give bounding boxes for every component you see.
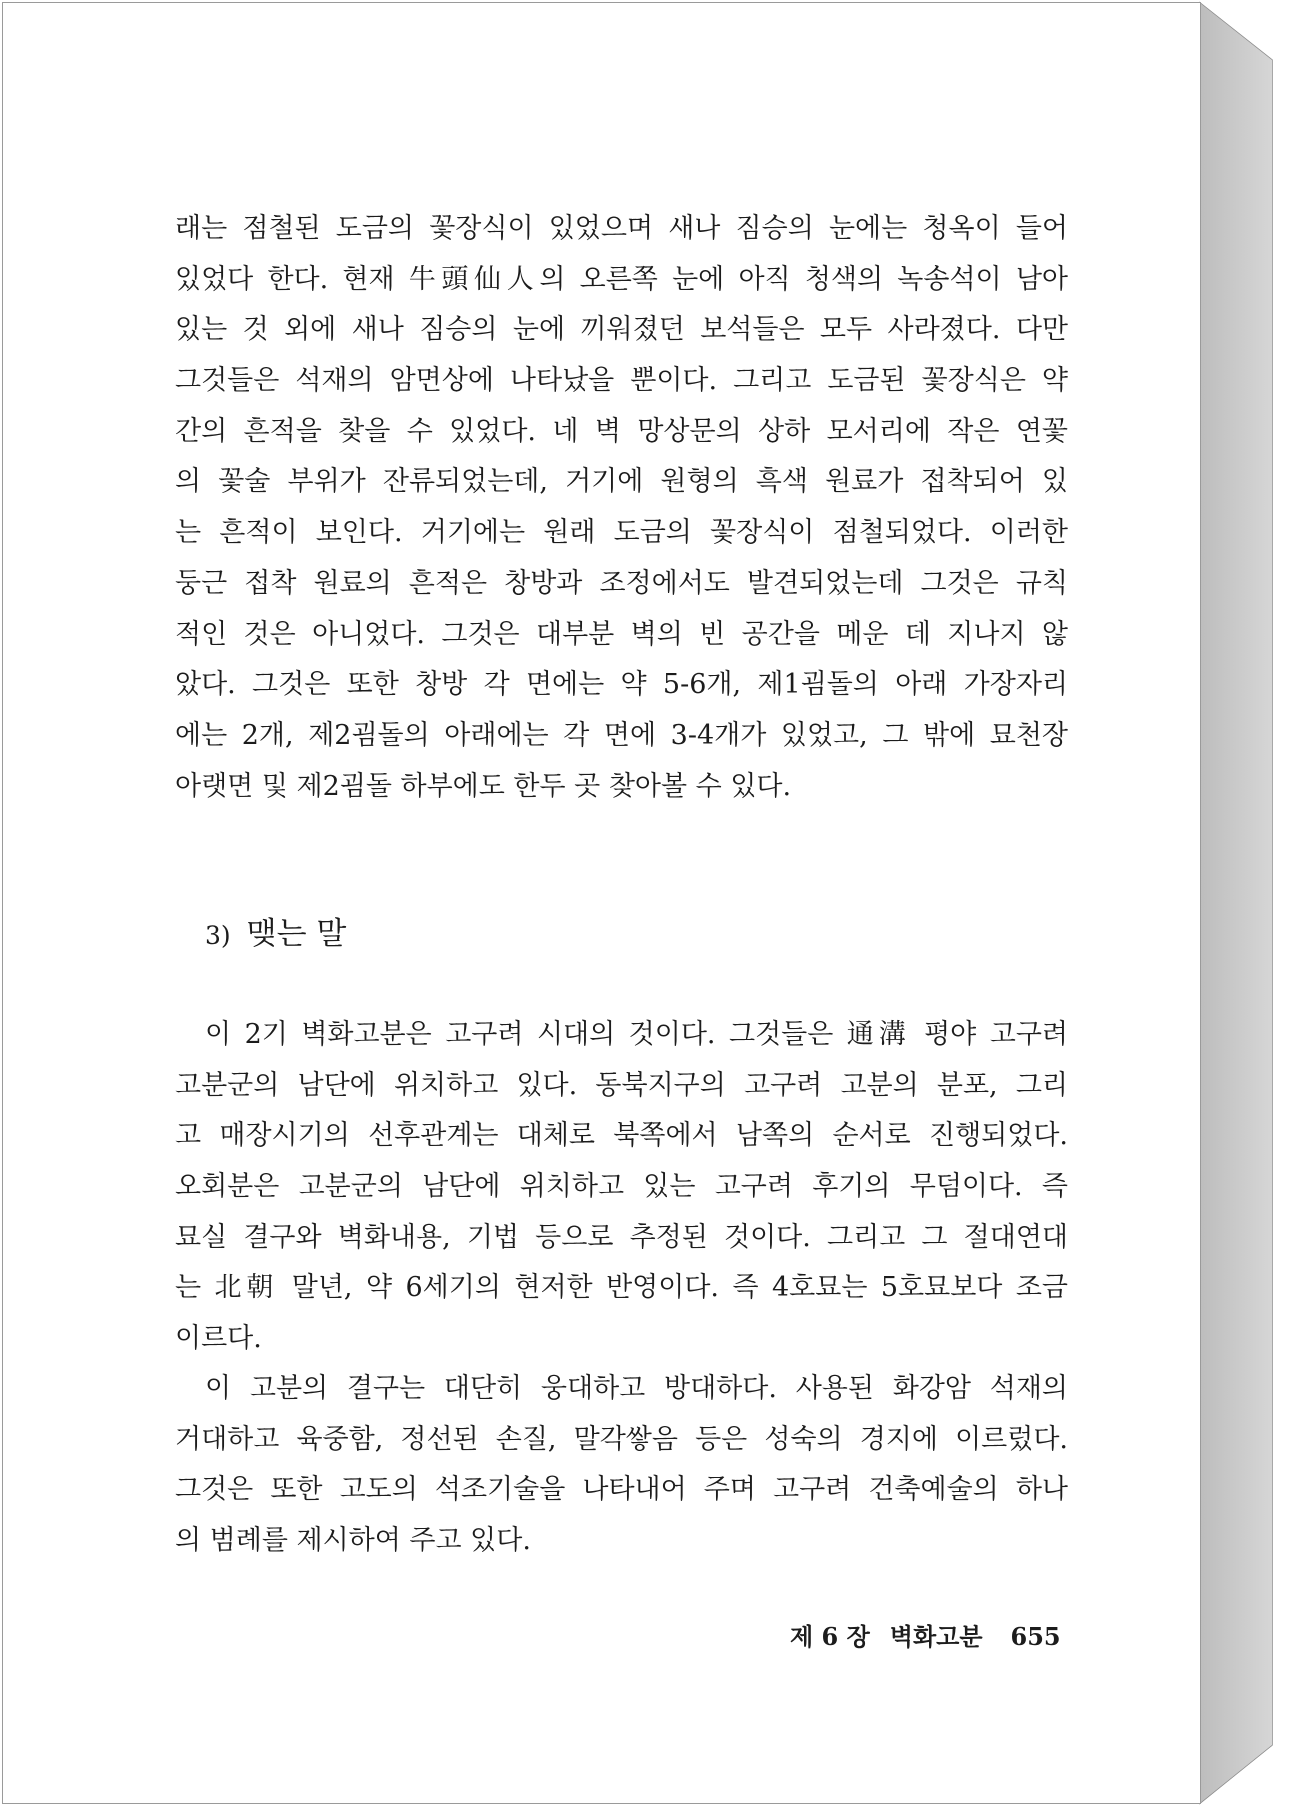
text-line: 았다. 그것은 또한 창방 각 면에는 약 5-6개, 제1굄돌의 아래 가장자리: [175, 669, 1068, 701]
text-line: 고 매장시기의 선후관계는 대체로 북쪽에서 남쪽의 순서로 진행되었다.: [175, 1120, 1068, 1152]
body-paragraph-2: [175, 1010, 1068, 1365]
section-title: 맺는 말: [246, 916, 347, 952]
page-footer: [790, 1617, 1061, 1657]
text-line: 고분군의 남단에 위치하고 있다. 동북지구의 고구려 고분의 분포, 그리: [175, 1069, 1068, 1101]
text-line: 적인 것은 아니었다. 그것은 대부분 벽의 빈 공간을 메운 데 지나지 않: [175, 618, 1068, 650]
text-line: 이르다.: [175, 1323, 262, 1355]
text-line: 에는 2개, 제2굄돌의 아래에는 각 면에 3-4개가 있었고, 그 밖에 묘천장: [175, 719, 1069, 751]
page-number: 655: [1010, 1622, 1061, 1651]
body-paragraph-3: [175, 1364, 1068, 1567]
text-line: 의 범례를 제시하여 주고 있다.: [175, 1525, 531, 1557]
text-line: 는 北朝 말년, 약 6세기의 현저한 반영이다. 즉 4호묘는 5호묘보다 조금: [175, 1272, 1068, 1304]
body-paragraph-1: [175, 204, 1068, 812]
text-line: 는 흔적이 보인다. 거기에는 원래 도금의 꽃장식이 점철되었다. 이러한: [175, 517, 1068, 549]
text-line: 래는 점철된 도금의 꽃장식이 있었으며 새나 짐승의 눈에는 청옥이 들어: [175, 213, 1068, 244]
text-line: 있는 것 외에 새나 짐승의 눈에 끼워졌던 보석들은 모두 사라졌다. 다만: [175, 314, 1068, 346]
text-line: 거대하고 육중함, 정선된 손질, 말각쌓음 등은 성숙의 경지에 이르렀다.: [175, 1423, 1068, 1455]
text-line: 그것은 또한 고도의 석조기술을 나타내어 주며 고구려 건축예술의 하나: [175, 1474, 1068, 1506]
text-line: 그것들은 석재의 암면상에 나타났을 뿐이다. 그리고 도금된 꽃장식은 약: [175, 365, 1068, 397]
text-line: 묘실 결구와 벽화내용, 기법 등으로 추정된 것이다. 그리고 그 절대연대: [175, 1221, 1068, 1253]
text-line: 이 고분의 결구는 대단히 웅대하고 방대하다. 사용된 화강암 석재의: [205, 1373, 1068, 1404]
chapter-label: 제 6 장: [790, 1622, 870, 1651]
text-line: 이 2기 벽화고분은 고구려 시대의 것이다. 그것들은 通溝 평야 고구려: [205, 1019, 1068, 1050]
text-line: 오회분은 고분군의 남단에 위치하고 있는 고구려 후기의 무덤이다. 즉: [175, 1171, 1068, 1203]
text-line: 의 꽃술 부위가 잔류되었는데, 거기에 원형의 흑색 원료가 접착되어 있: [175, 466, 1068, 498]
text-line: 간의 흔적을 찾을 수 있었다. 네 벽 망상문의 상하 모서리에 작은 연꽃: [175, 415, 1068, 447]
chapter-title: 벽화고분: [889, 1622, 983, 1651]
text-line: 있었다 한다. 현재 牛頭仙人의 오른쪽 눈에 아직 청색의 녹송석이 남아: [175, 263, 1068, 295]
text-line: 아랫면 및 제2굄돌 하부에도 한두 곳 찾아볼 수 있다.: [175, 770, 792, 802]
section-heading: [205, 912, 346, 958]
text-line: 둥근 접착 원료의 흔적은 창방과 조정에서도 발견되었는데 그것은 규칙: [175, 567, 1068, 599]
section-number: 3): [205, 921, 231, 950]
